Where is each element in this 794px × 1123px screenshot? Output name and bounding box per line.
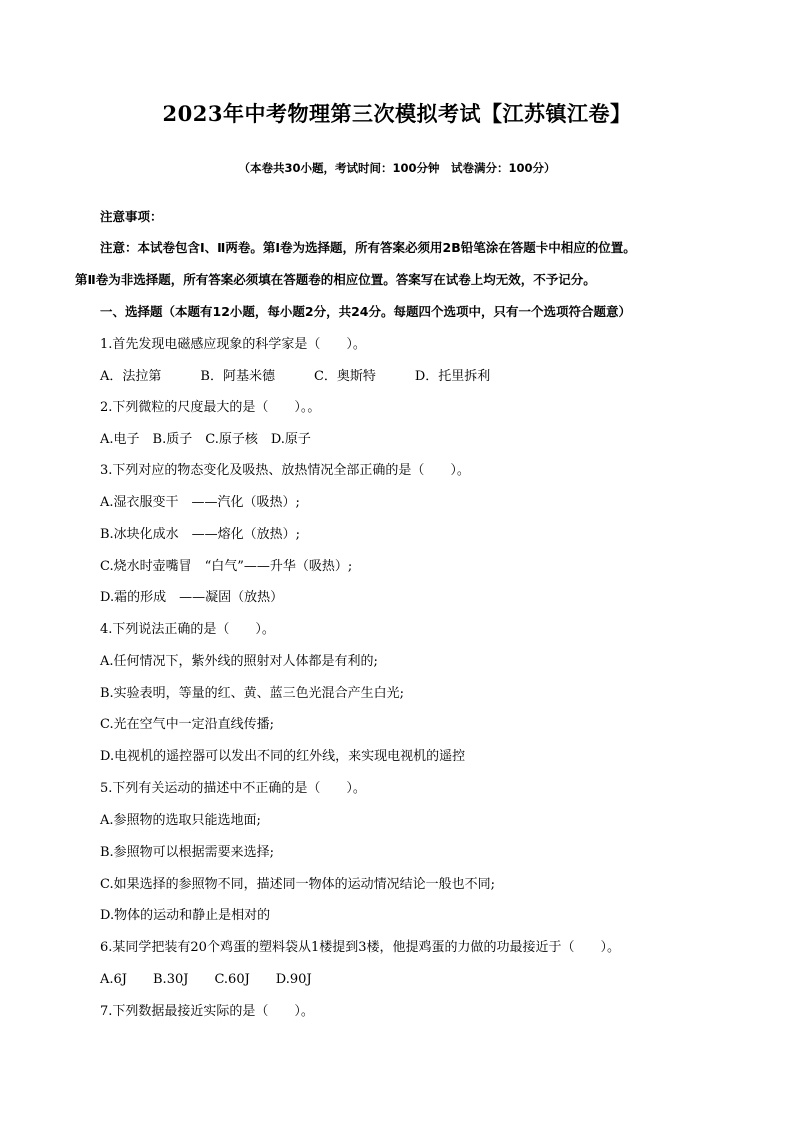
question-4-option-d: D.电视机的遥控器可以发出不同的红外线，来实现电视机的遥控 xyxy=(100,749,466,764)
question-5-stem: 5.下列有关运动的描述中不正确的是（ ）。 xyxy=(100,781,366,796)
exam-subtitle: （本卷共30小题，考试时间：100分钟 试卷满分：100分） xyxy=(238,161,556,175)
exam-title: 2023年中考物理第三次模拟考试【江苏镇江卷】 xyxy=(162,101,632,126)
question-4-option-b: B.实验表明，等量的红、黄、蓝三色光混合产生白光; xyxy=(100,686,405,701)
question-4-option-c: C.光在空气中一定沿直线传播; xyxy=(100,717,274,732)
question-3-stem: 3.下列对应的物态变化及吸热、放热情况全部正确的是（ ）。 xyxy=(100,463,470,478)
question-6-options: A.6J B.30J C.60J D.90J xyxy=(100,972,312,987)
question-4-stem: 4.下列说法正确的是（ ）。 xyxy=(100,622,275,637)
question-1-stem: 1.首先发现电磁感应现象的科学家是（ ）。 xyxy=(100,337,366,352)
question-4-option-a: A.任何情况下，紫外线的照射对人体都是有利的; xyxy=(100,654,378,669)
question-3-option-d: D.霜的形成 ——凝固（放热） xyxy=(100,590,284,605)
question-3-option-c: C.烧水时壶嘴冒 “白气”——升华（吸热）; xyxy=(100,559,353,574)
notice-heading: 注意事项： xyxy=(100,209,163,224)
question-3-option-a: A.湿衣服变干 ——汽化（吸热）; xyxy=(100,495,300,510)
question-7-stem: 7.下列数据最接近实际的是（ ）。 xyxy=(100,1004,314,1019)
question-2-options: A.电子 B.质子 C.原子核 D.原子 xyxy=(100,432,311,447)
section-1-heading: 一、选择题（本题有12小题，每小题2分，共24分。每题四个选项中，只有一个选项符合题意） xyxy=(100,304,631,319)
question-2-stem: 2.下列微粒的尺度最大的是（ ）。。 xyxy=(100,400,321,415)
question-5-option-b: B.参照物可以根据需要来选择; xyxy=(100,845,275,860)
question-5-option-d: D.物体的运动和静止是相对的 xyxy=(100,908,271,923)
question-1-options: A．法拉第 B．阿基米德 C．奥斯特 D．托里拆利 xyxy=(100,369,491,384)
notice-line-2: 第Ⅱ卷为非选择题，所有答案必须填在答题卷的相应位置。答案写在试卷上均无效，不予记分。 xyxy=(75,272,596,287)
question-5-option-a: A.参照物的选取只能选地面; xyxy=(100,813,261,828)
question-5-option-c: C.如果选择的参照物不同，描述同一物体的运动情况结论一般也不同; xyxy=(100,877,495,892)
question-6-stem: 6.某同学把装有20个鸡蛋的塑料袋从1楼提到3楼，他提鸡蛋的力做的功最接近于（ ）。 xyxy=(100,940,620,955)
notice-line-1: 注意：本试卷包含Ⅰ、Ⅱ两卷。第Ⅰ卷为选择题，所有答案必须用2B铅笔涂在答题卡中相应的位置。 xyxy=(100,240,636,255)
question-3-option-b: B.冰块化成水 ——熔化（放热）; xyxy=(100,527,301,542)
